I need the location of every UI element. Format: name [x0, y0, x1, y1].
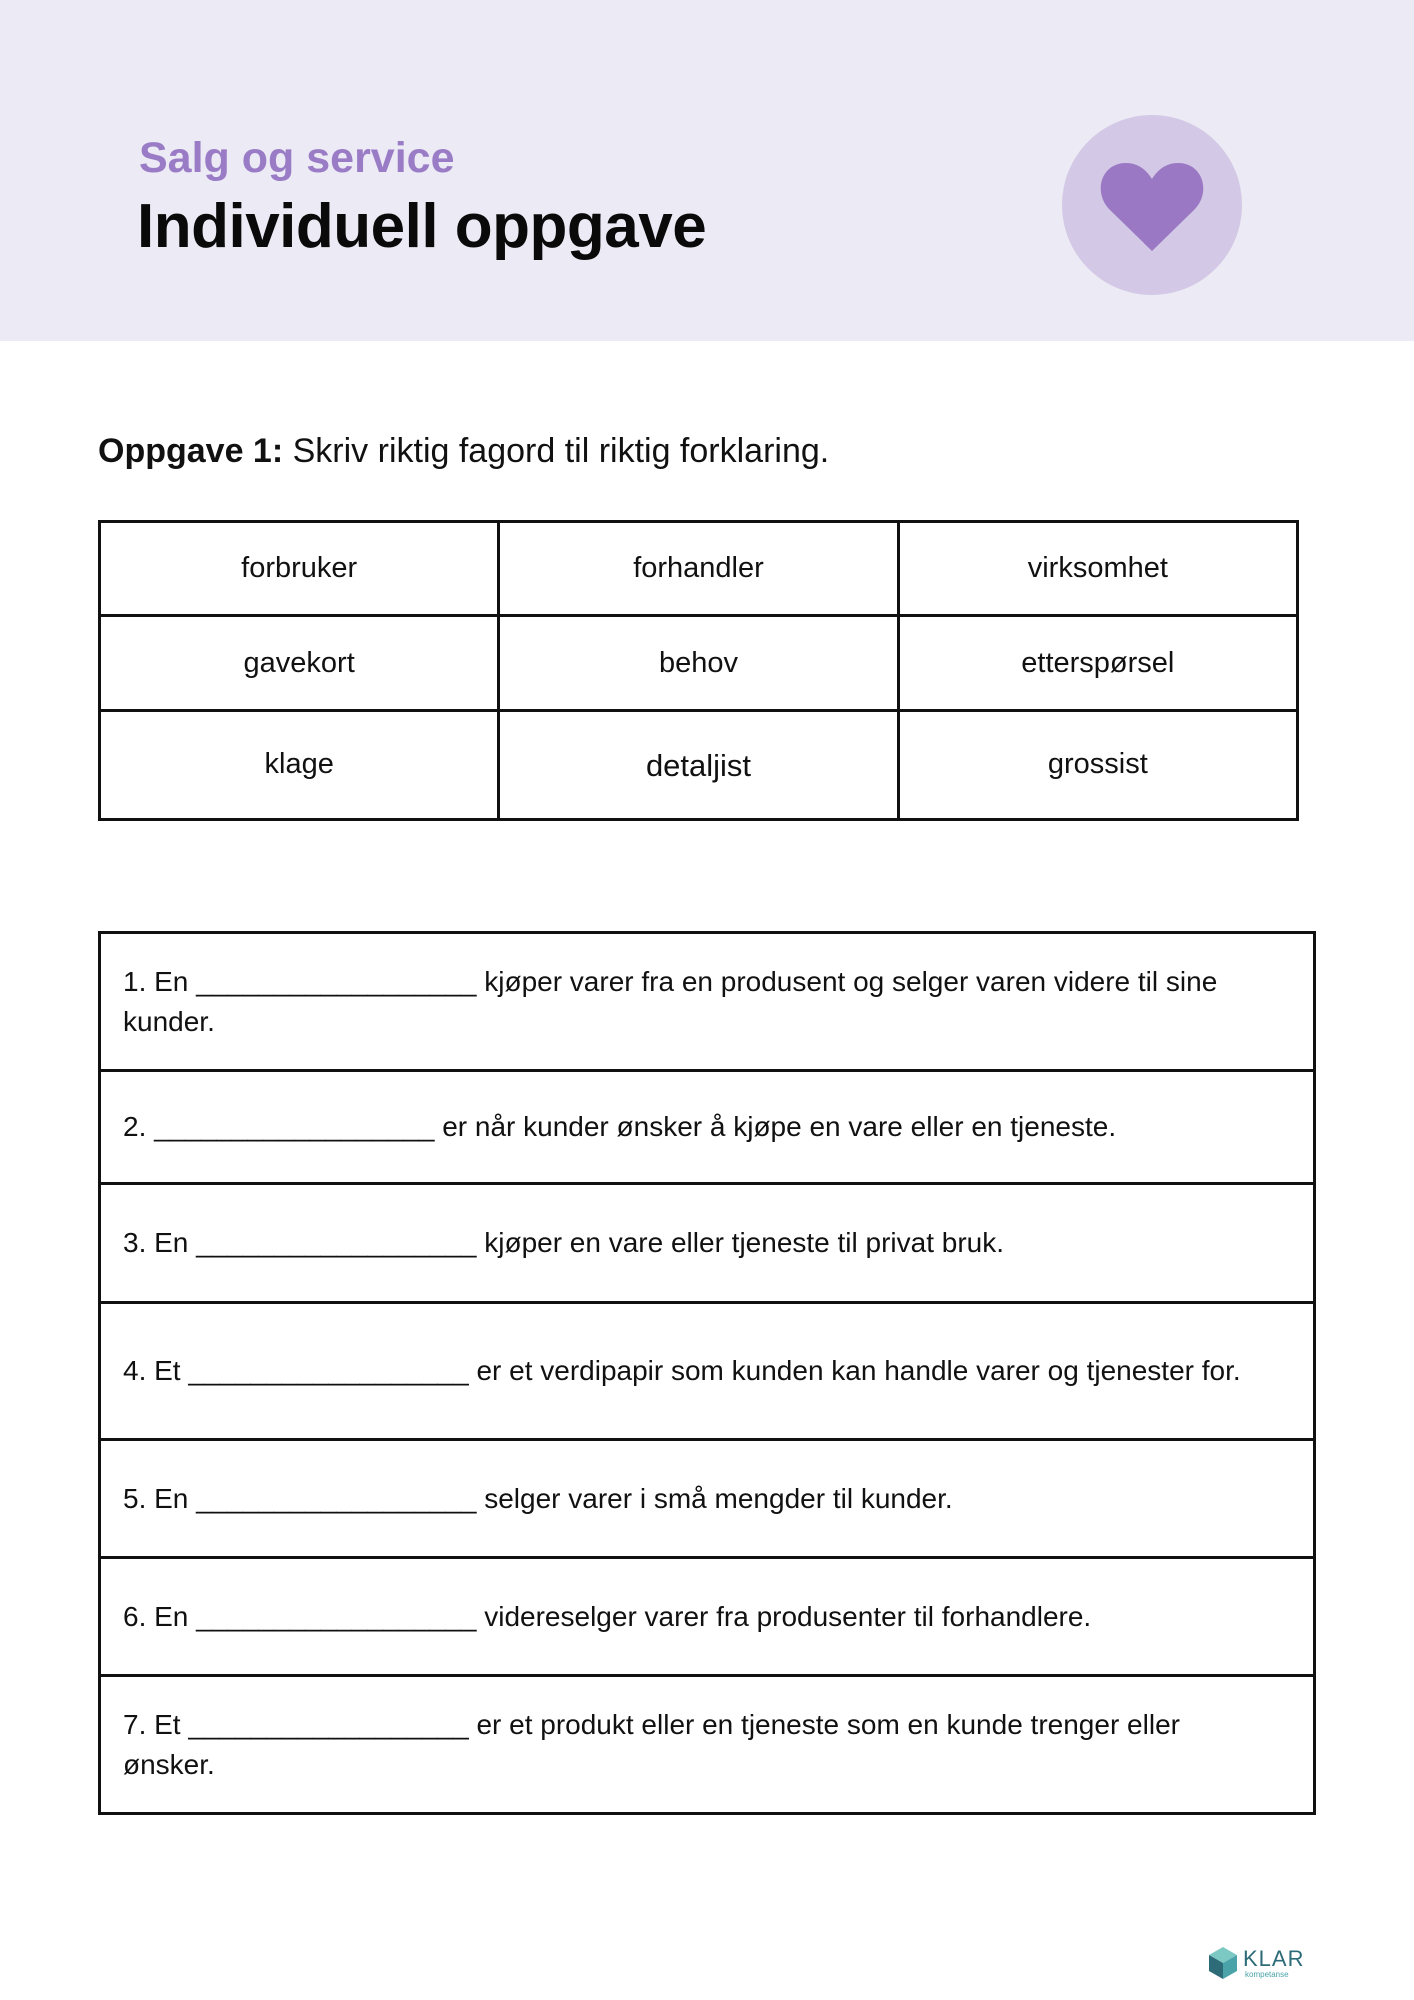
question-row — [100, 1558, 1315, 1676]
questions-table — [98, 931, 1316, 1815]
word-cell: gavekort — [100, 616, 499, 710]
page-title: Individuell oppgave — [137, 192, 707, 261]
word-cell: klage — [100, 710, 499, 819]
task-instruction — [98, 432, 829, 471]
header-band — [0, 0, 1414, 341]
question-row — [100, 933, 1315, 1071]
question-text: 2. __________________ er når kunder ønsker å kjøpe en vare eller en tjeneste. — [100, 1071, 1315, 1184]
cube-logo-icon — [1209, 1947, 1237, 1979]
word-bank-table — [98, 520, 1299, 821]
word-cell: virksomhet — [898, 522, 1297, 616]
word-cell: behov — [499, 616, 898, 710]
question-row — [100, 1184, 1315, 1303]
word-row — [100, 522, 1298, 616]
question-row — [100, 1303, 1315, 1440]
question-text: 1. En __________________ kjøper varer fra en produsent og selger varen videre til sine kunder. — [100, 933, 1315, 1071]
word-cell: grossist — [898, 710, 1297, 819]
task-label: Oppgave 1: — [98, 432, 284, 470]
question-row — [100, 1440, 1315, 1558]
question-text: 4. Et __________________ er et verdipapir som kunden kan handle varer og tjenester for. — [100, 1303, 1315, 1440]
subject-label: Salg og service — [139, 134, 455, 182]
word-cell: forhandler — [499, 522, 898, 616]
logo-text: KLAR — [1243, 1946, 1305, 1971]
word-row — [100, 710, 1298, 819]
question-text: 6. En __________________ videreselger varer fra produsenter til forhandlere. — [100, 1558, 1315, 1676]
question-text: 7. Et __________________ er et produkt eller en tjeneste som en kunde trenger eller ønsker. — [100, 1676, 1315, 1814]
word-cell: forbruker — [100, 522, 499, 616]
klar-logo — [1209, 1944, 1329, 1984]
question-row — [100, 1676, 1315, 1814]
logo-subtext: kompetanse — [1245, 1970, 1289, 1979]
word-cell: etterspørsel — [898, 616, 1297, 710]
heart-icon — [1099, 159, 1205, 255]
question-text: 3. En __________________ kjøper en vare eller tjeneste til privat bruk. — [100, 1184, 1315, 1303]
question-text: 5. En __________________ selger varer i små mengder til kunder. — [100, 1440, 1315, 1558]
question-row — [100, 1071, 1315, 1184]
word-cell: detaljist — [499, 710, 898, 819]
heart-badge — [1062, 115, 1242, 295]
task-text: Skriv riktig fagord til riktig forklaring. — [283, 432, 830, 470]
word-row — [100, 616, 1298, 710]
